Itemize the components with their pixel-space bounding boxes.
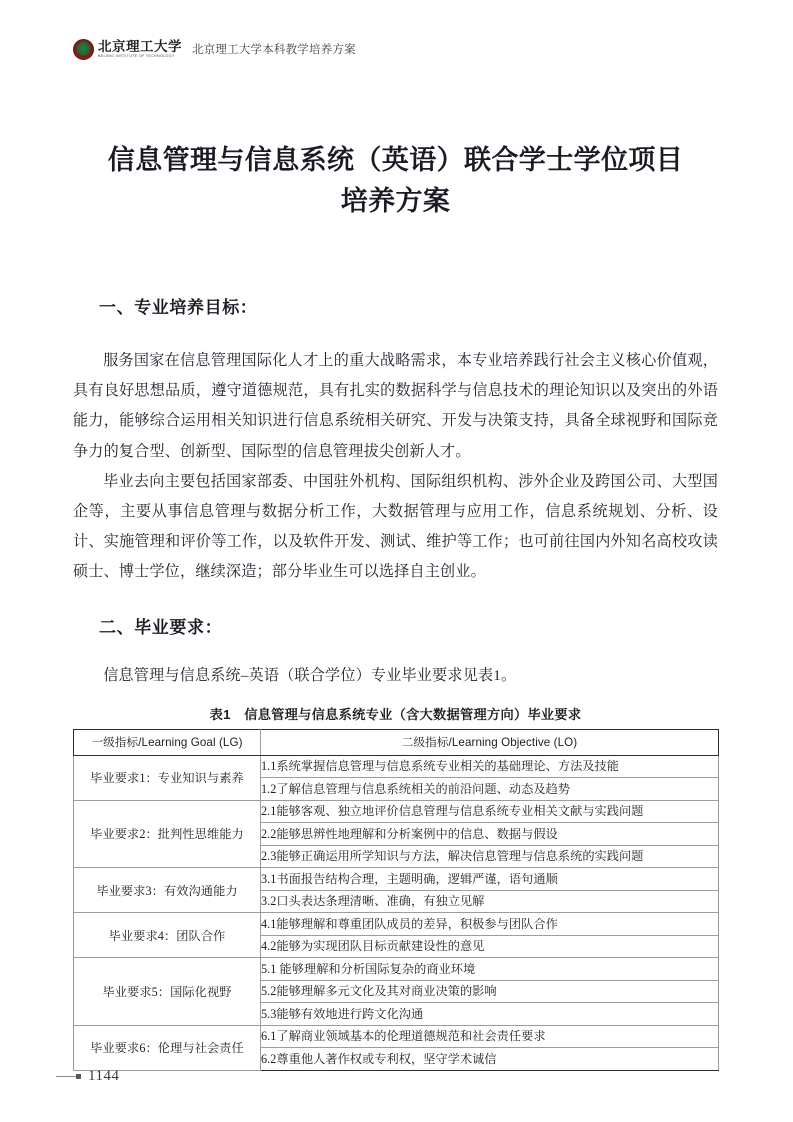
table-row bbox=[74, 868, 719, 891]
table-row bbox=[74, 958, 719, 981]
lg-cell-4: 毕业要求4：团队合作 bbox=[74, 913, 261, 958]
graduation-requirements-table bbox=[73, 729, 719, 1071]
logo-text-stack bbox=[98, 40, 182, 59]
column-header-learning-goal: 一级指标/Learning Goal (LG) bbox=[74, 729, 261, 755]
objectives-paragraph-2: 毕业去向主要包括国家部委、中国驻外机构、国际组织机构、涉外企业及跨国公司、大型国企等，主要从事信息管理与数据分析工作，大数据管理与应用工作，信息系统规划、分析、设计、实施管理和评价等工作，以及软件开发、测试、维护等工作；也可前往国内外知名高校攻读硕士、博士学位，继续深造；部分毕业生可以选择自主创业。 bbox=[73, 473, 718, 581]
lo-cell-5-2: 5.2能够理解多元文化及其对商业决策的影响 bbox=[261, 980, 719, 1003]
running-header bbox=[73, 34, 718, 64]
document-body bbox=[73, 296, 718, 1071]
column-header-learning-objective: 二级指标/Learning Objective (LO) bbox=[261, 729, 719, 755]
lo-cell-1-2: 1.2了解信息管理与信息系统相关的前沿问题、动态及趋势 bbox=[261, 778, 719, 801]
university-emblem-icon bbox=[73, 39, 94, 60]
lo-cell-6-2: 6.2尊重他人著作权或专利权，坚守学术诚信 bbox=[261, 1048, 719, 1071]
section-heading-objectives: 一、专业培养目标： bbox=[99, 298, 258, 317]
table-row bbox=[74, 755, 719, 778]
logo-english-name: BEIJING INSTITUTE OF TECHNOLOGY bbox=[98, 53, 175, 58]
footer-square-icon bbox=[76, 1074, 81, 1079]
lo-cell-4-1: 4.1能够理解和尊重团队成员的差异，积极参与团队合作 bbox=[261, 913, 719, 936]
footer-rule-decoration bbox=[56, 1076, 76, 1077]
lg-cell-5: 毕业要求5：国际化视野 bbox=[74, 958, 261, 1026]
page-footer bbox=[56, 1068, 119, 1085]
page-number: 1144 bbox=[88, 1068, 120, 1084]
lo-cell-6-1: 6.1了解商业领域基本的伦理道德规范和社会责任要求 bbox=[261, 1025, 719, 1048]
lg-cell-2: 毕业要求2：批判性思维能力 bbox=[74, 800, 261, 868]
lo-cell-1-1: 1.1系统掌握信息管理与信息系统专业相关的基础理论、方法及技能 bbox=[261, 755, 719, 778]
page-title-line2: 培养方案 bbox=[340, 186, 451, 216]
table-row bbox=[74, 800, 719, 823]
table-row bbox=[74, 1025, 719, 1048]
page-title-line1: 信息管理与信息系统（英语）联合学士学位项目 bbox=[107, 145, 684, 175]
university-logo bbox=[73, 39, 182, 60]
lg-cell-3: 毕业要求3：有效沟通能力 bbox=[74, 868, 261, 913]
table-caption: 表1 信息管理与信息系统专业（含大数据管理方向）毕业要求 bbox=[209, 706, 582, 722]
lo-cell-5-1: 5.1 能够理解和分析国际复杂的商业环境 bbox=[261, 958, 719, 981]
table-head bbox=[74, 729, 719, 755]
header-title: 北京理工大学本科教学培养方案 bbox=[192, 44, 356, 56]
lo-cell-2-2: 2.2能够思辨性地理解和分析案例中的信息、数据与假设 bbox=[261, 823, 719, 846]
lo-cell-5-3: 5.3能够有效地进行跨文化沟通 bbox=[261, 1003, 719, 1026]
table-body bbox=[74, 755, 719, 1070]
logo-chinese-name: 北京理工大学 bbox=[98, 38, 182, 54]
lo-cell-2-1: 2.1能够客观、独立地评价信息管理与信息系统专业相关文献与实践问题 bbox=[261, 800, 719, 823]
lg-cell-1: 毕业要求1：专业知识与素养 bbox=[74, 755, 261, 800]
lo-cell-2-3: 2.3能够正确运用所学知识与方法，解决信息管理与信息系统的实践问题 bbox=[261, 845, 719, 868]
section-heading-requirements: 二、毕业要求： bbox=[99, 617, 223, 637]
lg-cell-6: 毕业要求6：伦理与社会责任 bbox=[74, 1025, 261, 1070]
page-title bbox=[73, 140, 718, 222]
table-row bbox=[74, 913, 719, 936]
requirements-intro-text: 信息管理与信息系统–英语（联合学位）专业毕业要求见表1。 bbox=[103, 667, 517, 684]
objectives-paragraph-1: 服务国家在信息管理国际化人才上的重大战略需求，本专业培养践行社会主义核心价值观，具有良好思想品质，遵守道德规范，具有扎实的数据科学与信息技术的理论知识以及突出的外语能力，能够综合运用相关知识进行信息系统相关研究、开发与决策支持，具备全球视野和国际竞争力的复合型、创新型、国际型的信息管理拔尖创新人才。 bbox=[73, 353, 718, 460]
lo-cell-4-2: 4.2能够为实现团队目标贡献建设性的意见 bbox=[261, 935, 719, 958]
lo-cell-3-1: 3.1书面报告结构合理，主题明确，逻辑严谨，语句通顺 bbox=[261, 868, 719, 891]
lo-cell-3-2: 3.2口头表达条理清晰、准确，有独立见解 bbox=[261, 890, 719, 913]
table-header-row bbox=[74, 729, 719, 755]
